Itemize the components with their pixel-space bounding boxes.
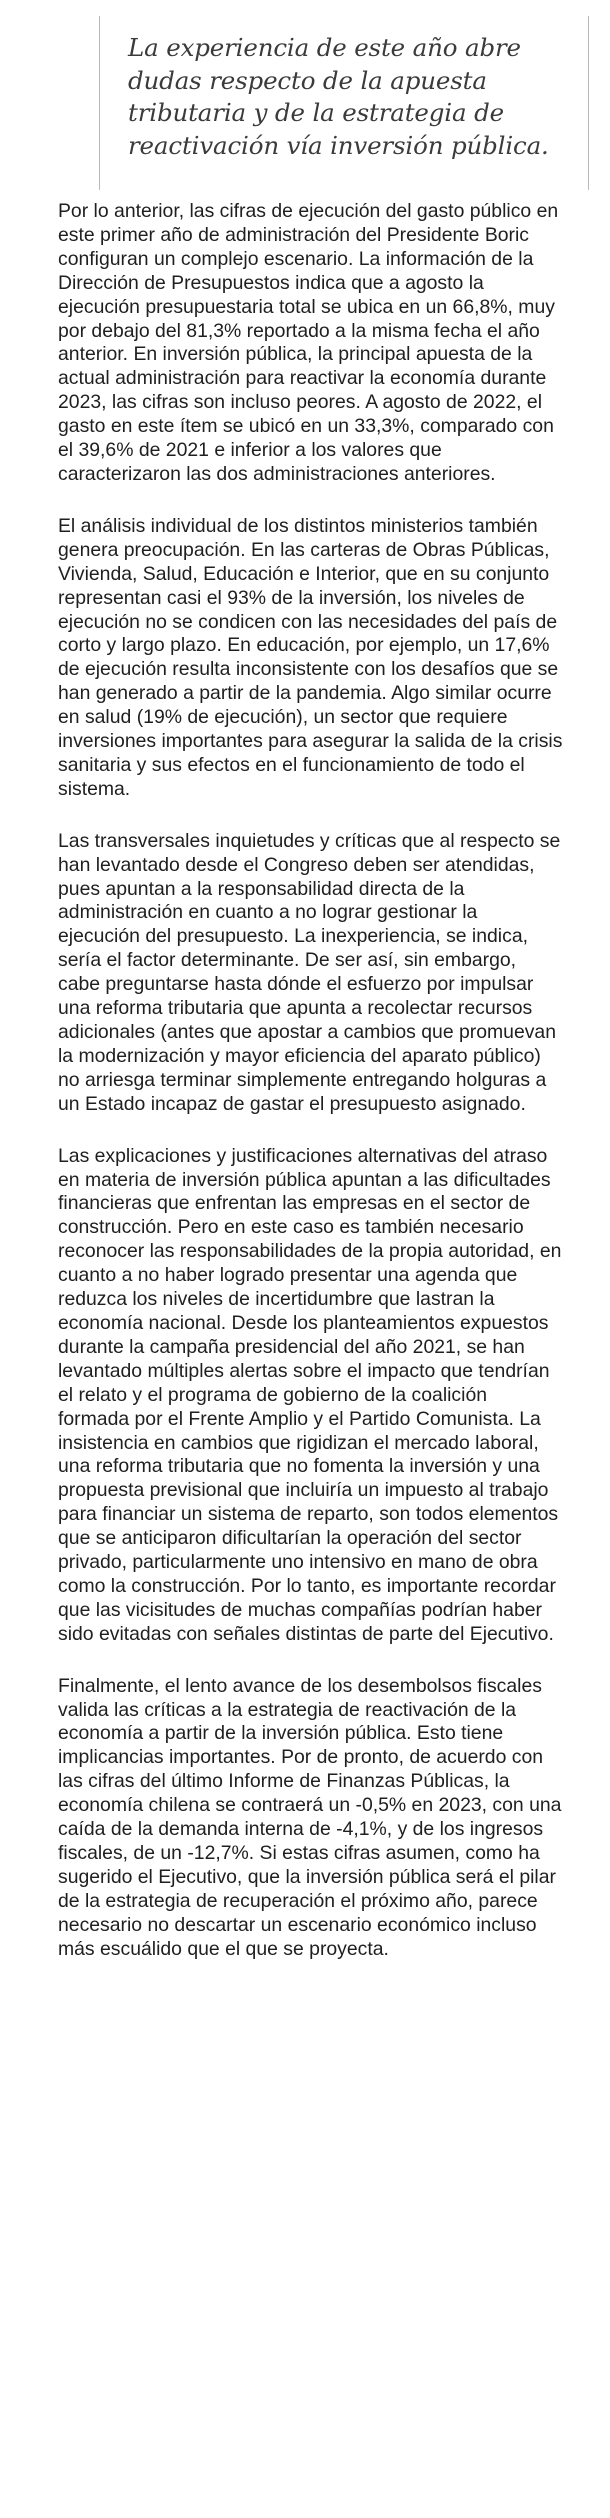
paragraph-1: Por lo anterior, las cifras de ejecución del gasto público en este primer año de administración del Presidente Boric configuran un complejo escenario. La información de la Dirección de Presupuestos indica que a agosto la ejecución presupuestaria total se ubica en un 66,8%, muy por debajo del 81,3% reportado a la misma fecha el año anterior. En inversión pública, la principal apuesta de la actual administración para reactivar la economía durante 2023, las cifras son incluso peores. A agosto de 2022, el gasto en este ítem se ubicó en un 33,3%, comparado con el 39,6% de 2021 e inferior a los valores que caracterizaron las dos administraciones anteriores.	[58, 200, 559, 485]
paragraph-3: Las transversales inquietudes y críticas que al respecto se han levantado desde el Congreso deben ser atendidas, pues apuntan a la responsabilidad directa de la administración en cuanto a no lograr gestionar la ejecución del presupuesto. La inexperiencia, se indica, sería el factor determinante. De ser así, sin embargo, cabe preguntarse hasta dónde el esfuerzo por impulsar una reforma tributaria que apunta a recolectar recursos adicionales (antes que apostar a cambios que promuevan la modernización y mayor eficiencia del aparato público) no arriesga terminar simplemente entregando holguras a un Estado incapaz de gastar el presupuesto asignado.	[58, 829, 561, 1115]
pull-quote	[99, 16, 589, 190]
article-body	[58, 200, 563, 1990]
pull-quote-text: La experiencia de este año abre dudas respecto de la apuesta tributaria y de la estrategia de reactivación vía inversión pública.	[128, 33, 549, 160]
paragraph-5: Finalmente, el lento avance de los desembolsos fiscales valida las críticas a la estrategia de reactivación de la economía a partir de la inversión pública. Esto tiene implicancias importantes. Por de pronto, de acuerdo con las cifras del último Informe de Finanzas Públicas, la economía chilena se contraerá un -0,5% en 2023, con una caída de la demanda interna de -4,1%, y de los ingresos fiscales, de un -12,7%. Si estas cifras asumen, como ha sugerido el Ejecutivo, que la inversión pública será el pilar de la estrategia de recuperación el próximo año, parece necesario no descartar un escenario económico incluso más escuálido que el que se proyecta.	[58, 1674, 562, 1960]
paragraph-2: El análisis individual de los distintos ministerios también genera preocupación. En las carteras de Obras Públicas, Vivienda, Salud, Educación e Interior, que en su conjunto representan casi el 93% de la inversión, los niveles de ejecución no se condicen con las necesidades del país de corto y largo plazo. En educación, por ejemplo, un 17,6% de ejecución resulta inconsistente con los desafíos que se han generado a partir de la pandemia. Algo similar ocurre en salud (19% de ejecución), un sector que requiere inversiones importantes para asegurar la salida de la crisis sanitaria y sus efectos en el funcionamiento de todo el sistema.	[58, 514, 563, 800]
paragraph-4: Las explicaciones y justificaciones alternativas del atraso en materia de inversión pública apuntan a las dificultades financieras que enfrentan las empresas en el sector de construcción. Pero en este caso es también necesario reconocer las responsabilidades de la propia autoridad, en cuanto a no haber logrado presentar una agenda que reduzca los niveles de incertidumbre que lastran la economía nacional. Desde los planteamientos expuestos durante la campaña presidencial del año 2021, se han levantado múltiples alertas sobre el impacto que tendrían el relato y el programa de gobierno de la coalición formada por el Frente Amplio y el Partido Comunista. La insistencia en cambios que rigidizan el mercado laboral, una reforma tributaria que no fomenta la inversión y una propuesta previsional que incluiría un impuesto al trabajo para financiar un sistema de reparto, son todos elementos que se anticiparon dificultarían la operación del sector privado, particularmente uno intensivo en mano de obra como la construcción. Por lo tanto, es importante recordar que las vicisitudes de muchas compañías podrían haber sido evitadas con señales distintas de parte del Ejecutivo.	[58, 1144, 562, 1645]
